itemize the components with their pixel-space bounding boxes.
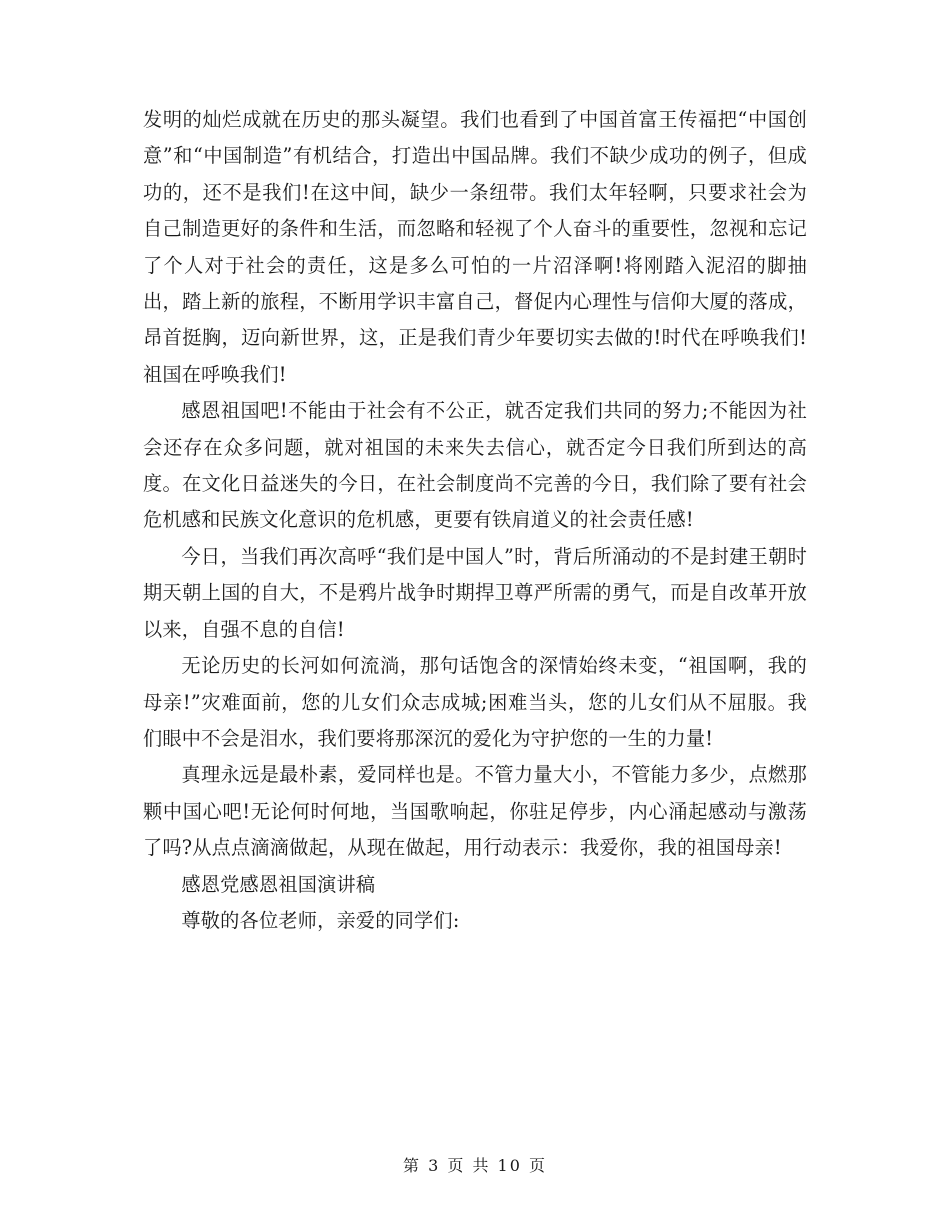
document-body — [143, 102, 807, 939]
section-title: 感恩党感恩祖国演讲稿 — [181, 872, 376, 896]
paragraph-continuation: 发明的灿烂成就在历史的那头凝望。我们也看到了中国首富王传福把“中国创意”和“中国制造”有机结合，打造出中国品牌。我们不缺少成功的例子，但成功的，还不是我们!在这中间，缺少一条纽带。我们太年轻啊，只要求社会为自己制造更好的条件和生活，而忽略和轻视了个人奋斗的重要性，忽视和忘记了个人对于社会的责任，这是多么可怕的一片沼泽啊!将刚踏入泥沼的脚抽出，踏上新的旅程，不断用学识丰富自己，督促内心理性与信仰大厦的落成，昂首挺胸，迈向新世界，这，正是我们青少年要切实去做的!时代在呼唤我们!祖国在呼唤我们! — [143, 108, 807, 386]
page-number-footer: 第 3 页 共 10 页 — [403, 1156, 547, 1175]
salutation: 尊敬的各位老师，亲爱的同学们: — [181, 908, 460, 932]
paragraph-today: 今日，当我们再次高呼“我们是中国人”时，背后所涌动的不是封建王朝时期天朝上国的自大，不是鸦片战争时期捍卫尊严所需的勇气，而是自改革开放以来，自强不息的自信! — [143, 544, 807, 641]
paragraph-truth: 真理永远是最朴素，爱同样也是。不管力量大小，不管能力多少，点燃那颗中国心吧!无论何时何地，当国歌响起，你驻足停步，内心涌起感动与激荡了吗?从点点滴滴做起，从现在做起，用行动表示：我爱你，我的祖国母亲! — [143, 763, 807, 860]
paragraph-gratitude: 感恩祖国吧!不能由于社会有不公正，就否定我们共同的努力;不能因为社会还存在众多问题，就对祖国的未来失去信心，就否定今日我们所到达的高度。在文化日益迷失的今日，在社会制度尚不完善的今日，我们除了要有社会危机感和民族文化意识的危机感，更要有铁肩道义的社会责任感! — [143, 399, 807, 532]
paragraph-history: 无论历史的长河如何流淌，那句话饱含的深情始终未变，“祖国啊，我的母亲!”灾难面前，您的儿女们众志成城;困难当头，您的儿女们从不屈服。我们眼中不会是泪水，我们要将那深沉的爱化为守护您的一生的力量! — [143, 654, 807, 750]
